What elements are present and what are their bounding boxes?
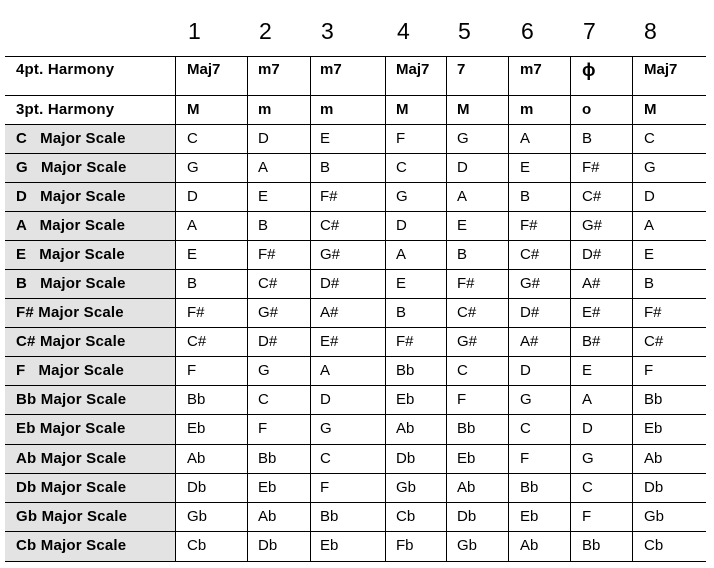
scale-note-cell: Bb	[396, 362, 415, 379]
harmony-3pt-cell: M	[187, 101, 200, 118]
scale-note-cell: Fb	[396, 537, 414, 554]
scale-note-cell: D#	[582, 246, 602, 263]
scale-note-cell: Gb	[396, 479, 417, 496]
scale-note-cell: Cb	[644, 537, 664, 554]
scale-row-label: F Major Scale	[16, 362, 125, 379]
scale-note-cell: D	[520, 362, 531, 379]
scale-note-cell: Bb	[187, 391, 206, 408]
scale-note-cell: E	[582, 362, 593, 379]
harmony-4pt-cell: m7	[520, 61, 542, 78]
scale-row-label: G Major Scale	[16, 159, 127, 176]
scale-note-cell: E	[457, 217, 468, 234]
row-divider	[5, 444, 706, 445]
scale-note-cell: G#	[258, 304, 279, 321]
scale-note-cell: G	[582, 450, 594, 467]
scale-note-cell: G#	[457, 333, 478, 350]
scale-note-cell: F#	[187, 304, 205, 321]
scale-note-cell: E#	[320, 333, 339, 350]
scale-note-cell: A#	[320, 304, 339, 321]
harmony-3pt-cell: M	[396, 101, 409, 118]
scale-note-cell: D	[582, 420, 593, 437]
scale-note-cell: A	[258, 159, 269, 176]
scale-note-cell: Bb	[258, 450, 277, 467]
scale-row-label: Ab Major Scale	[16, 450, 127, 467]
scale-note-cell: Bb	[457, 420, 476, 437]
scale-note-cell: Eb	[258, 479, 277, 496]
scale-note-cell: C	[396, 159, 407, 176]
row-divider	[5, 95, 706, 96]
scale-note-cell: D#	[520, 304, 540, 321]
scale-note-cell: Gb	[187, 508, 208, 525]
scale-note-cell: D	[258, 130, 269, 147]
scale-note-cell: A	[187, 217, 198, 234]
scale-note-cell: B	[644, 275, 655, 292]
scale-note-cell: Gb	[457, 537, 478, 554]
scale-note-cell: F	[582, 508, 592, 525]
scale-note-cell: F#	[457, 275, 475, 292]
harmony-3pt-cell: m	[320, 101, 334, 118]
column-header: 1	[188, 18, 201, 44]
row-divider	[5, 531, 706, 532]
scale-note-cell: F	[396, 130, 406, 147]
scale-note-cell: A	[396, 246, 407, 263]
row-divider	[5, 502, 706, 503]
harmony-3pt-cell: M	[457, 101, 470, 118]
scale-note-cell: Db	[396, 450, 416, 467]
column-divider	[385, 56, 386, 561]
row-divider	[5, 561, 706, 562]
scale-row-label: Db Major Scale	[16, 479, 127, 496]
scale-note-cell: F#	[258, 246, 276, 263]
scale-note-cell: F	[520, 450, 530, 467]
scale-note-cell: F#	[644, 304, 662, 321]
scale-note-cell: C#	[258, 275, 278, 292]
harmony-3pt-cell: m	[520, 101, 534, 118]
scale-note-cell: F#	[582, 159, 600, 176]
column-divider	[175, 56, 176, 561]
scale-note-cell: D	[457, 159, 468, 176]
scale-note-cell: B	[457, 246, 468, 263]
scale-note-cell: E	[320, 130, 331, 147]
scale-note-cell: E	[396, 275, 407, 292]
scale-note-cell: Bb	[582, 537, 601, 554]
scale-note-cell: Cb	[396, 508, 416, 525]
scale-note-cell: F	[187, 362, 197, 379]
row-divider	[5, 327, 706, 328]
column-header: 6	[521, 18, 534, 44]
scale-row-label: Cb Major Scale	[16, 537, 127, 554]
scale-note-cell: G	[520, 391, 532, 408]
scale-note-cell: Eb	[320, 537, 339, 554]
scale-note-cell: B	[396, 304, 407, 321]
scale-note-cell: C	[520, 420, 531, 437]
scale-note-cell: Eb	[396, 391, 415, 408]
scale-note-cell: C#	[187, 333, 207, 350]
row-divider	[5, 473, 706, 474]
row-divider	[5, 211, 706, 212]
harmony-4pt-cell: Maj7	[187, 61, 221, 78]
scale-note-cell: C#	[582, 188, 602, 205]
scale-note-cell: G	[457, 130, 469, 147]
scale-note-cell: D#	[320, 275, 340, 292]
row-divider	[5, 385, 706, 386]
scale-note-cell: D	[187, 188, 198, 205]
harmony-4pt-label: 4pt. Harmony	[16, 61, 115, 78]
harmony-4pt-cell: Maj7	[644, 61, 678, 78]
column-header: 3	[321, 18, 334, 44]
scale-row-label: E Major Scale	[16, 246, 125, 263]
harmony-4pt-cell: m7	[258, 61, 280, 78]
row-divider	[5, 414, 706, 415]
scale-note-cell: G	[644, 159, 656, 176]
scale-note-cell: A#	[520, 333, 539, 350]
scale-note-cell: A	[582, 391, 593, 408]
scale-note-cell: C#	[644, 333, 664, 350]
scale-note-cell: Bb	[644, 391, 663, 408]
scale-note-cell: C	[644, 130, 655, 147]
scale-note-cell: F#	[520, 217, 538, 234]
scale-note-cell: E	[258, 188, 269, 205]
scale-note-cell: B	[258, 217, 269, 234]
row-divider	[5, 56, 706, 57]
scale-note-cell: B	[582, 130, 593, 147]
scale-note-cell: D	[396, 217, 407, 234]
scale-note-cell: Gb	[644, 508, 665, 525]
scale-note-cell: G	[396, 188, 408, 205]
scale-note-cell: B	[520, 188, 531, 205]
scale-note-cell: B	[187, 275, 198, 292]
scale-note-cell: Bb	[520, 479, 539, 496]
row-divider	[5, 356, 706, 357]
scale-note-cell: E	[644, 246, 655, 263]
scale-note-cell: E#	[582, 304, 601, 321]
row-divider	[5, 269, 706, 270]
scale-note-cell: B#	[582, 333, 601, 350]
scale-row-label: F# Major Scale	[16, 304, 124, 321]
scale-note-cell: A	[520, 130, 531, 147]
scale-note-cell: G	[187, 159, 199, 176]
scale-row-label: A Major Scale	[16, 217, 126, 234]
scale-row-label: C# Major Scale	[16, 333, 126, 350]
column-divider	[310, 56, 311, 561]
scale-note-cell: F#	[396, 333, 414, 350]
scale-row-label: Eb Major Scale	[16, 420, 126, 437]
scale-note-cell: A#	[582, 275, 601, 292]
scale-note-cell: Ab	[187, 450, 206, 467]
column-header: 7	[583, 18, 596, 44]
scale-note-cell: Db	[187, 479, 207, 496]
column-divider	[247, 56, 248, 561]
scale-note-cell: D	[320, 391, 331, 408]
column-header: 4	[397, 18, 410, 44]
scale-note-cell: Bb	[320, 508, 339, 525]
scale-note-cell: Db	[258, 537, 278, 554]
harmony-4pt-cell: 7	[457, 61, 466, 78]
row-divider	[5, 124, 706, 125]
scale-note-cell: C#	[320, 217, 340, 234]
scale-note-cell: C	[457, 362, 468, 379]
scale-note-cell: Db	[457, 508, 477, 525]
scale-note-cell: Ab	[520, 537, 539, 554]
row-divider	[5, 240, 706, 241]
scale-note-cell: F#	[320, 188, 338, 205]
scale-note-cell: C	[320, 450, 331, 467]
scale-note-cell: Ab	[644, 450, 663, 467]
column-header: 5	[458, 18, 471, 44]
column-divider	[632, 56, 633, 561]
scale-note-cell: Ab	[457, 479, 476, 496]
harmony-4pt-cell: Maj7	[396, 61, 430, 78]
scale-note-cell: F	[320, 479, 330, 496]
scale-note-cell: Ab	[396, 420, 415, 437]
scale-row-label: B Major Scale	[16, 275, 126, 292]
scale-note-cell: D#	[258, 333, 278, 350]
harmony-3pt-cell: o	[582, 101, 592, 118]
scale-note-cell: C#	[520, 246, 540, 263]
scale-note-cell: B	[320, 159, 331, 176]
harmony-3pt-label: 3pt. Harmony	[16, 101, 115, 118]
scale-note-cell: A	[320, 362, 331, 379]
scale-note-cell: Eb	[187, 420, 206, 437]
scale-note-cell: Cb	[187, 537, 207, 554]
harmony-4pt-cell: ϕ	[582, 60, 596, 80]
column-header: 8	[644, 18, 657, 44]
scale-note-cell: G	[258, 362, 270, 379]
scale-note-cell: E	[187, 246, 198, 263]
scale-note-cell: F	[644, 362, 654, 379]
row-divider	[5, 182, 706, 183]
scale-note-cell: Eb	[520, 508, 539, 525]
scale-note-cell: G#	[582, 217, 603, 234]
scale-note-cell: Eb	[457, 450, 476, 467]
scale-note-cell: F	[457, 391, 467, 408]
row-divider	[5, 153, 706, 154]
column-divider	[446, 56, 447, 561]
scale-note-cell: Ab	[258, 508, 277, 525]
scale-note-cell: C	[187, 130, 198, 147]
scale-note-cell: F	[258, 420, 268, 437]
column-divider	[570, 56, 571, 561]
scale-note-cell: D	[644, 188, 655, 205]
column-header: 2	[259, 18, 272, 44]
harmony-4pt-cell: m7	[320, 61, 342, 78]
scale-row-label: Gb Major Scale	[16, 508, 128, 525]
scale-note-cell: C	[258, 391, 269, 408]
scale-note-cell: G	[320, 420, 332, 437]
scale-note-cell: Db	[644, 479, 664, 496]
scale-row-label: D Major Scale	[16, 188, 126, 205]
scale-note-cell: C#	[457, 304, 477, 321]
scale-note-cell: A	[644, 217, 655, 234]
scale-note-cell: G#	[520, 275, 541, 292]
scale-note-cell: Eb	[644, 420, 663, 437]
scale-note-cell: A	[457, 188, 468, 205]
scale-note-cell: C	[582, 479, 593, 496]
column-divider	[508, 56, 509, 561]
scale-note-cell: E	[520, 159, 531, 176]
harmony-3pt-cell: M	[644, 101, 657, 118]
row-divider	[5, 298, 706, 299]
scale-note-cell: G#	[320, 246, 341, 263]
scale-row-label: Bb Major Scale	[16, 391, 127, 408]
harmony-3pt-cell: m	[258, 101, 272, 118]
scale-row-label: C Major Scale	[16, 130, 126, 147]
